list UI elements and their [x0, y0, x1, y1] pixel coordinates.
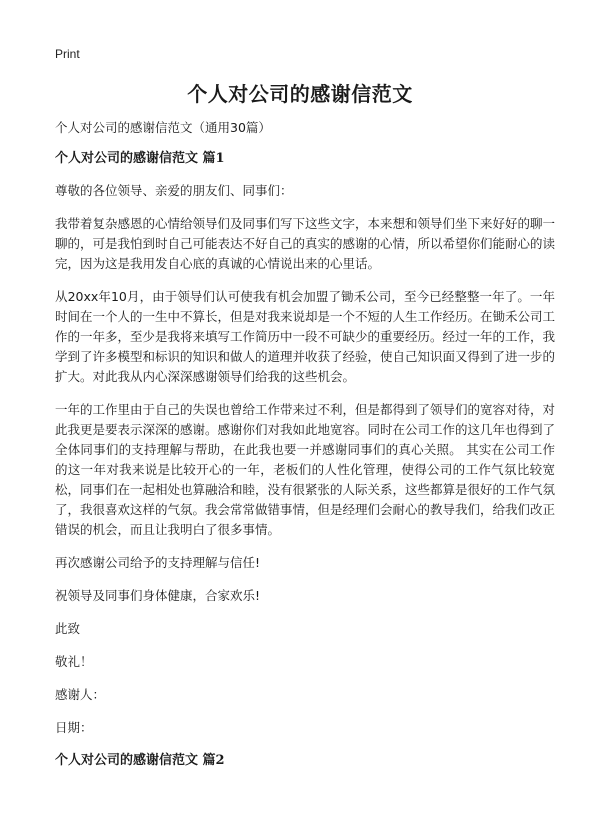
salutation: 尊敬的各位领导、亲爱的朋友们、同事们： [55, 183, 293, 198]
article-content [55, 118, 555, 783]
print-link[interactable]: Print [55, 47, 80, 61]
signature-line: 感谢人： [55, 687, 106, 702]
paragraph: 从20xx年10月，由于领导们认可使我有机会加盟了锄禾公司，至今已经整整一年了。一年时间在一个人的一生中不算长，但是对我来说却是一个不短的人生工作经历。在锄禾公司工作的一年多，至少是我将来填写工作简历中一段不可缺少的重要经历。经过一年的工作，我学到了许多模型和标识的知识和做人的道理并收获了经验，使自己知识面又得到了进一步的扩大。对此我从内心深深感谢领导们给我的这些机会。 [55, 289, 556, 384]
paragraph: 一年的工作里由于自己的失误也曾给工作带来过不利，但是都得到了领导们的宽容对待，对此我更是要表示深深的感谢。感谢你们对我如此地宽容。同时在公司工作的这几年也得到了全体同事们的支持理解与帮助，在此我也要一并感谢同事们的真心关照。 其实在公司工作的这一年对我来说是比较开心的一年，老板们的人性化管理，使得公司的工作气氛比较宽松，同事们在一起相处也算融洽和睦，没有很紧张的人际关系，这些都算是很好的工作气氛了，我很喜欢这样的气氛。我会常常做错事情，但是经理们会耐心的教导我们，给我们改正错误的机会，而且让我明白了很多事情。 [55, 402, 556, 537]
date-line: 日期： [55, 720, 93, 735]
closing-line: 祝领导及同事们身体健康，合家欢乐! [55, 588, 261, 603]
closing-line: 此致 [55, 621, 81, 636]
closing-line: 再次感谢公司给予的支持理解与信任! [55, 555, 261, 570]
closing-line: 敬礼！ [55, 654, 93, 669]
article-heading-1: 个人对公司的感谢信范文 篇1 [55, 151, 225, 166]
paragraph: 我带着复杂感恩的心情给领导们及同事们写下这些文字，本来想和领导们坐下来好好的聊一聊的，可是我怕到时自己可能表达不好自己的真实的感谢的心情，所以希望你们能耐心的读完，因为这是我用发自心底的真诚的心情说出来的心里话。 [55, 216, 556, 271]
subtitle: 个人对公司的感谢信范文（通用30篇） [55, 120, 271, 135]
page-title: 个人对公司的感谢信范文 [187, 82, 413, 106]
article-heading-2: 个人对公司的感谢信范文 篇2 [55, 753, 225, 768]
